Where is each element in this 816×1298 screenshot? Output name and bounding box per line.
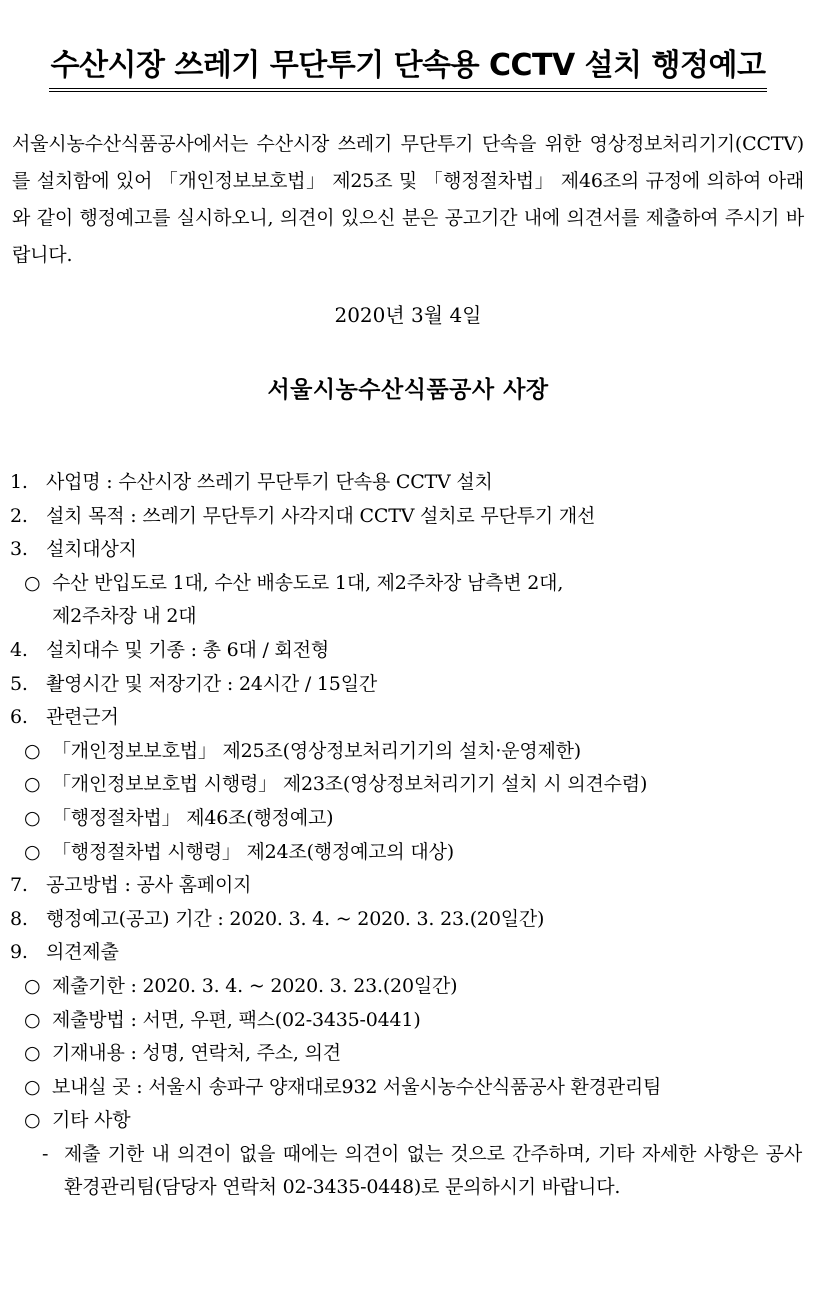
item-number: 1. (10, 471, 28, 493)
item-3-sub-1 (10, 567, 806, 601)
item-3-sub-1-continued (10, 600, 806, 634)
sub-text: 제출방법 : 서면, 우편, 팩스(02-3435-0441) (52, 1008, 421, 1031)
sub-text-continued: 제2주차장 내 2대 (52, 605, 197, 628)
item-3 (10, 533, 806, 567)
circle-bullet-icon: ○ (24, 773, 41, 796)
item-6-sub-3 (10, 802, 806, 836)
item-text: 관련근거 (46, 706, 119, 729)
circle-bullet-icon: ○ (24, 571, 41, 594)
circle-bullet-icon: ○ (24, 974, 41, 997)
sub-text: 보내실 곳 : 서울시 송파구 양재대로932 서울시농수산식품공사 환경관리팀 (52, 1075, 662, 1098)
item-6-sub-4 (10, 836, 806, 870)
document-title: 수산시장 쓰레기 무단투기 단속용 CCTV 설치 행정예고 (49, 46, 768, 92)
item-number: 9. (10, 941, 28, 964)
sub-text: 「개인정보보호법 시행령」 제23조(영상정보처리기기 설치 시 의견수렴) (52, 773, 648, 796)
item-text: 의견제출 (46, 941, 119, 964)
dash-bullet-icon: - (42, 1142, 49, 1165)
item-text: 촬영시간 및 저장기간 : 24시간 / 15일간 (46, 672, 377, 695)
notice-date: 2020년 3월 4일 (334, 303, 482, 327)
circle-bullet-icon: ○ (24, 1008, 41, 1031)
item-6-sub-1 (10, 735, 806, 769)
item-text: 설치대상지 (46, 538, 137, 561)
item-number: 4. (10, 638, 28, 661)
item-text: 설치 목적 : 쓰레기 무단투기 사각지대 CCTV 설치로 무단투기 개선 (46, 504, 596, 527)
sub-text: 「행정절차법 시행령」 제24조(행정예고의 대상) (52, 840, 454, 863)
item-9-sub-3 (10, 1037, 806, 1071)
item-9-note (10, 1138, 806, 1205)
item-9-sub-5 (10, 1104, 806, 1138)
item-9-sub-1 (10, 970, 806, 1004)
item-7 (10, 869, 806, 903)
item-number: 7. (10, 874, 28, 897)
title-wrap (20, 46, 796, 92)
sub-text: 수산 반입도로 1대, 수산 배송도로 1대, 제2주차장 남측변 2대, (52, 571, 564, 594)
sub-text: 기타 사항 (52, 1109, 131, 1132)
item-6 (10, 701, 806, 735)
intro-paragraph: 서울시농수산식품공사에서는 수산시장 쓰레기 무단투기 단속을 위한 영상정보처리기기(CCTV)를 설치함에 있어 「개인정보보호법」 제25조 및 「행정절차법」 제46조의 규정에 의하여 아래와 같이 행정예고를 실시하오니, 의견이 있으신 분은 공고기간 내에 의견서를 제출하여 주시기 바랍니다. (12, 133, 804, 266)
item-2 (10, 500, 806, 534)
item-text: 행정예고(공고) 기간 : 2020. 3. 4. ~ 2020. 3. 23.(20일간) (46, 907, 545, 930)
circle-bullet-icon: ○ (24, 739, 41, 762)
item-8 (10, 903, 806, 937)
item-number: 2. (10, 504, 28, 527)
circle-bullet-icon: ○ (24, 1109, 41, 1132)
item-9-sub-2 (10, 1004, 806, 1038)
item-1 (10, 466, 806, 500)
item-9 (10, 936, 806, 970)
item-text: 공고방법 : 공사 홈페이지 (46, 874, 252, 897)
sub-text: 기재내용 : 성명, 연락처, 주소, 의견 (52, 1042, 341, 1065)
item-number: 5. (10, 672, 28, 695)
item-list (10, 466, 806, 1205)
item-text: 사업명 : 수산시장 쓰레기 무단투기 단속용 CCTV 설치 (46, 471, 493, 493)
circle-bullet-icon: ○ (24, 840, 41, 863)
circle-bullet-icon: ○ (24, 1075, 41, 1098)
circle-bullet-icon: ○ (24, 806, 41, 829)
item-number: 3. (10, 538, 28, 561)
item-number: 8. (10, 907, 28, 930)
issuer-signature: 서울시농수산식품공사 사장 (267, 376, 549, 403)
note-text: 제출 기한 내 의견이 없을 때에는 의견이 없는 것으로 간주하며, 기타 자세한 사항은 공사 환경관리팀(담당자 연락처 02-3435-0448)로 문의하시기 바랍니다. (64, 1142, 802, 1199)
item-9-sub-4 (10, 1071, 806, 1105)
sub-text: 「행정절차법」 제46조(행정예고) (52, 806, 334, 829)
sub-text: 제출기한 : 2020. 3. 4. ~ 2020. 3. 23.(20일간) (52, 974, 458, 997)
circle-bullet-icon: ○ (24, 1042, 41, 1065)
sub-text: 「개인정보보호법」 제25조(영상정보처리기기의 설치·운영제한) (52, 739, 582, 762)
item-text: 설치대수 및 기종 : 총 6대 / 회전형 (46, 638, 330, 661)
item-4 (10, 634, 806, 668)
item-6-sub-2 (10, 768, 806, 802)
item-number: 6. (10, 706, 28, 729)
item-5 (10, 668, 806, 702)
